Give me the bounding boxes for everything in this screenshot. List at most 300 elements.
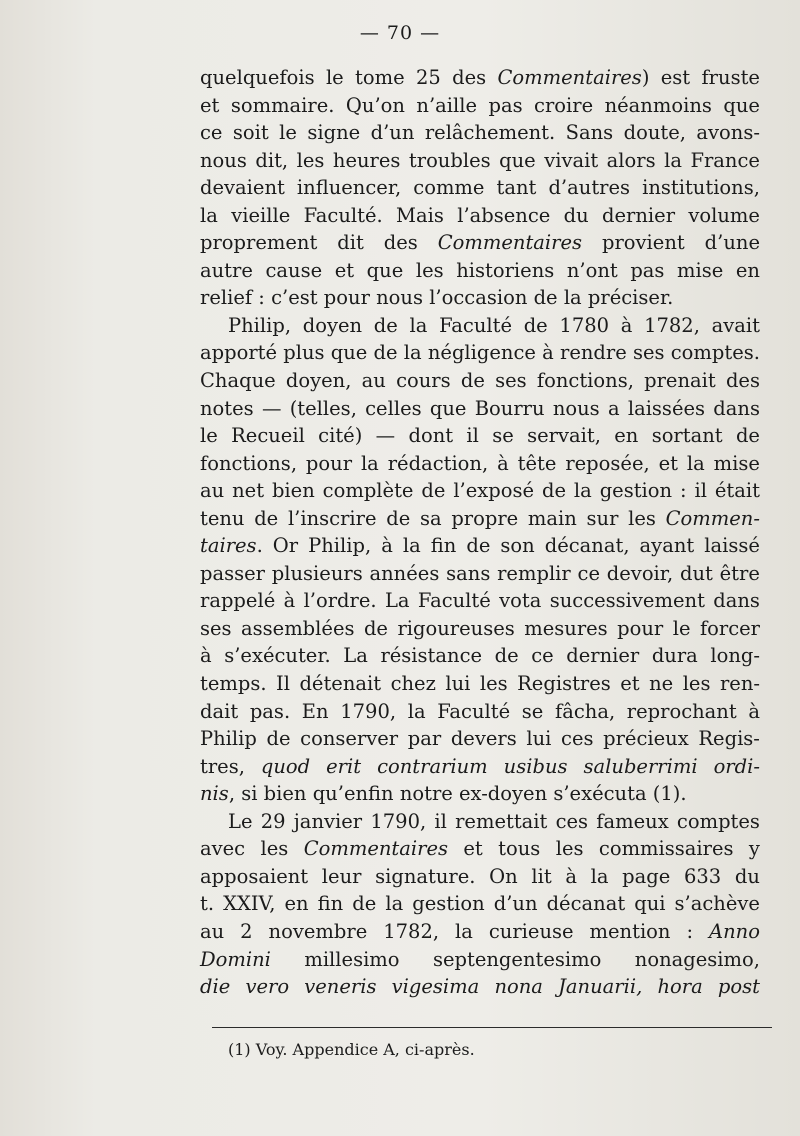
word: vota <box>499 589 542 613</box>
word: des <box>452 66 487 89</box>
word: précieux <box>603 727 689 751</box>
word: la <box>407 699 426 723</box>
word: rendre <box>560 341 627 365</box>
word: en <box>735 258 760 282</box>
word: pas. <box>249 699 291 723</box>
word: Domini <box>200 947 271 971</box>
word: mesures <box>524 616 608 640</box>
word: volume <box>688 203 760 227</box>
word: bien <box>263 782 307 806</box>
word: sans <box>446 561 491 585</box>
word: nonagesimo, <box>634 947 760 971</box>
word: l’occasion <box>429 286 528 310</box>
word: lui <box>445 672 471 696</box>
word: son <box>500 534 535 558</box>
word: de <box>735 424 760 448</box>
word: nous <box>552 396 600 420</box>
word: prenait <box>644 369 716 393</box>
word: la <box>455 919 473 943</box>
word: saluberrimi <box>583 754 698 778</box>
word: Chaque <box>200 369 276 393</box>
word: institutions, <box>642 176 760 200</box>
footnote-rule <box>212 1027 772 1028</box>
word: de <box>466 534 491 558</box>
word: historiens <box>456 258 555 282</box>
word: Faculté <box>439 313 513 337</box>
word: En <box>301 699 329 723</box>
text-line <box>200 890 760 918</box>
word: doyen <box>302 313 363 337</box>
word: de <box>266 727 291 751</box>
text-line <box>200 450 760 478</box>
word: à <box>200 644 212 668</box>
word: l’absence <box>457 203 551 227</box>
word: chez <box>390 672 436 696</box>
text-line <box>200 587 760 615</box>
word: conserver <box>300 727 399 751</box>
word: cause <box>265 258 323 282</box>
word: à <box>283 589 296 613</box>
word: Philip, <box>308 534 372 558</box>
text-line <box>200 725 760 753</box>
word: propre <box>451 506 519 530</box>
text-line <box>200 532 760 560</box>
word: successivement <box>549 589 705 613</box>
word: (1). <box>652 782 687 806</box>
word: par <box>407 727 442 751</box>
word: il <box>466 424 479 448</box>
word: le <box>200 424 218 448</box>
word: Qu’on <box>345 93 405 117</box>
word: de <box>386 506 411 530</box>
word: millesimo <box>304 947 400 971</box>
word: remettait <box>455 809 548 833</box>
word: s’exécuta <box>553 782 647 806</box>
word: lit <box>531 864 552 888</box>
word: servait, <box>527 424 601 448</box>
word: ce <box>531 644 554 668</box>
text-line <box>200 147 760 175</box>
text-line <box>200 312 760 340</box>
word: doyen, <box>285 369 352 393</box>
word: y <box>748 837 760 861</box>
word: être <box>719 561 760 585</box>
word: et <box>463 837 483 861</box>
word: résistance <box>380 644 483 668</box>
word: pour <box>305 451 353 475</box>
word: provient <box>601 231 685 255</box>
word: préciser. <box>587 286 674 310</box>
text-line <box>200 753 760 781</box>
word: Bourru <box>474 396 545 420</box>
word: relief <box>200 286 253 310</box>
word: tenu <box>200 506 245 530</box>
word: apporté <box>200 341 278 365</box>
word: en <box>284 892 309 916</box>
word: — <box>261 396 282 420</box>
word: dont <box>408 424 454 448</box>
word: des <box>725 369 760 393</box>
word: nous <box>200 148 247 172</box>
word: Philip <box>200 727 257 751</box>
text-line <box>200 918 760 946</box>
word: nous <box>376 286 423 310</box>
word: dans <box>713 396 760 420</box>
word: d’un <box>493 892 538 916</box>
word: Il <box>276 672 290 696</box>
word: notes <box>200 396 254 420</box>
word: de <box>363 616 388 640</box>
word: veneris <box>304 975 377 999</box>
text-line <box>200 670 760 698</box>
word: (telles, <box>289 396 357 420</box>
text-line <box>200 339 760 367</box>
word: sommaire. <box>230 93 335 117</box>
word: s’exécuter. <box>224 644 331 668</box>
word: décanat <box>546 892 626 916</box>
word: curieuse <box>488 919 574 943</box>
word: remplir <box>497 561 571 585</box>
word: et <box>620 672 640 696</box>
word: vivait <box>544 148 599 172</box>
word: la <box>686 451 705 475</box>
word: la <box>200 203 218 227</box>
word: d’un <box>370 121 415 145</box>
word: signe <box>307 121 361 145</box>
word: bien <box>271 479 315 503</box>
word: pas <box>488 93 523 117</box>
word: les <box>555 837 584 861</box>
word: Philip, <box>228 313 292 337</box>
word: décanat, <box>544 534 630 558</box>
word: relâchement. <box>424 121 556 145</box>
text-line <box>200 202 760 230</box>
word: mise <box>677 258 724 282</box>
word: comme <box>413 176 485 200</box>
word: tête <box>517 451 557 475</box>
word: long- <box>710 644 760 668</box>
word: n’ont <box>566 258 618 282</box>
word: années <box>369 561 440 585</box>
word: plus <box>283 341 325 365</box>
word: dernier <box>566 644 640 668</box>
word: quelquefois <box>200 66 315 89</box>
word: les <box>682 672 711 696</box>
word: vieille <box>231 203 291 227</box>
word: au <box>361 369 386 393</box>
word: quod <box>260 754 311 778</box>
word: l’exposé <box>453 479 535 503</box>
word: d’autres <box>548 176 631 200</box>
text-line <box>200 973 760 1001</box>
word: Januarii, <box>558 975 643 999</box>
word: Anno <box>709 919 760 943</box>
word: rappelé <box>200 589 276 613</box>
text-line <box>200 367 760 395</box>
word: pas <box>630 258 665 282</box>
word: alors <box>606 148 656 172</box>
text-line <box>200 284 760 312</box>
word: mise <box>713 451 760 475</box>
word: qu’enfin <box>312 782 394 806</box>
word: La <box>343 644 368 668</box>
word: Commentaires) <box>497 66 650 89</box>
word: celles <box>365 396 422 420</box>
word: devers <box>450 727 517 751</box>
word: était <box>714 479 760 503</box>
word: la <box>402 534 421 558</box>
word: n’aille <box>416 93 478 117</box>
word: dans <box>713 589 760 613</box>
word: de <box>494 644 519 668</box>
word: sa <box>419 506 442 530</box>
word: t. <box>200 892 215 916</box>
text-line <box>200 615 760 643</box>
word: taires. <box>200 534 263 558</box>
word: et <box>334 258 355 282</box>
word: cité) <box>318 424 363 448</box>
word: se <box>492 424 514 448</box>
word: la <box>590 864 609 888</box>
word: de <box>373 341 398 365</box>
word: ces <box>561 727 594 751</box>
word: vero <box>245 975 290 999</box>
word: : <box>680 479 687 503</box>
body-text <box>200 64 760 1001</box>
word: heures <box>332 148 401 172</box>
text-line <box>200 92 760 120</box>
word: Commen- <box>665 506 760 530</box>
word: : <box>686 919 694 943</box>
word: Sans <box>565 121 614 145</box>
word: les <box>260 837 289 861</box>
word: hora <box>657 975 703 999</box>
word: les <box>296 148 325 172</box>
word: passer <box>200 561 265 585</box>
word: que <box>330 341 368 365</box>
word: les <box>479 672 508 696</box>
word: La <box>384 589 410 613</box>
word: dernier <box>602 203 676 227</box>
word: fin <box>430 534 457 558</box>
word: net <box>232 479 265 503</box>
word: de <box>421 479 446 503</box>
word: de <box>352 892 377 916</box>
word: dit <box>337 231 364 255</box>
word: commissaires <box>598 837 734 861</box>
word: reprochant <box>626 699 737 723</box>
word: pour <box>617 616 664 640</box>
word: avons- <box>696 121 760 145</box>
word: il <box>434 809 447 833</box>
word: que <box>366 258 404 282</box>
word: On <box>489 864 518 888</box>
word: la <box>573 479 592 503</box>
word: die <box>200 975 231 999</box>
word: comptes. <box>670 341 760 365</box>
word: négligence <box>427 341 536 365</box>
word: la <box>409 313 428 337</box>
word: Mais <box>396 203 444 227</box>
word: le <box>325 66 344 89</box>
word: doute, <box>623 121 686 145</box>
word: rigoureuses <box>397 616 515 640</box>
word: mention <box>589 919 671 943</box>
word: fâcha, <box>555 699 616 723</box>
text-line <box>200 422 760 450</box>
word: la <box>563 286 582 310</box>
word: le <box>279 121 297 145</box>
word: pour <box>323 286 370 310</box>
word: la <box>403 341 422 365</box>
word: se <box>521 699 544 723</box>
word: 2 <box>240 919 253 943</box>
word: complète <box>322 479 414 503</box>
word: fruste <box>701 66 760 89</box>
word: ce <box>200 121 223 145</box>
word: ex-doyen <box>459 782 548 806</box>
word: usibus <box>503 754 568 778</box>
word: ces <box>555 809 589 833</box>
word: notre <box>399 782 453 806</box>
word: du <box>563 203 589 227</box>
word: à <box>748 699 760 723</box>
word: les <box>628 506 656 530</box>
word: à <box>497 451 509 475</box>
word: contrarium <box>377 754 488 778</box>
word: page <box>622 864 671 888</box>
word: a <box>607 396 620 420</box>
word: ne <box>649 672 674 696</box>
word: à <box>542 341 554 365</box>
word: tous <box>498 837 541 861</box>
text-line <box>200 780 760 808</box>
word: qui <box>634 892 666 916</box>
word: plusieurs <box>271 561 363 585</box>
word: erit <box>326 754 362 778</box>
word: 1790, <box>340 699 397 723</box>
word: troubles <box>408 148 491 172</box>
word: s’achève <box>674 892 760 916</box>
word: temps. <box>200 672 267 696</box>
word: gestion <box>412 892 485 916</box>
word: devoir, <box>606 561 674 585</box>
word: que <box>499 148 536 172</box>
word: Commentaires <box>303 837 448 861</box>
word: devaient <box>200 176 285 200</box>
word: France <box>690 148 760 172</box>
text-line <box>200 119 760 147</box>
word: Le <box>228 809 253 833</box>
word: à <box>565 864 577 888</box>
word: Or <box>272 534 299 558</box>
word: de <box>373 313 398 337</box>
word: influencer, <box>296 176 402 200</box>
word: laissé <box>704 534 760 558</box>
word: de <box>254 506 279 530</box>
word: cours <box>396 369 451 393</box>
word: sur <box>586 506 619 530</box>
word: fonctions, <box>200 451 298 475</box>
word: assemblées <box>241 616 355 640</box>
word: Regis- <box>698 727 760 751</box>
text-line <box>200 174 760 202</box>
word: Recueil <box>231 424 305 448</box>
word: leur <box>321 864 362 888</box>
word: l’ordre. <box>303 589 377 613</box>
page-number: — 70 — <box>359 22 441 44</box>
word: dit, <box>255 148 289 172</box>
word: janvier <box>293 809 363 833</box>
word: les <box>415 258 444 282</box>
word: tome <box>355 66 405 89</box>
word: rédaction, <box>387 451 489 475</box>
word: tres, <box>200 754 245 778</box>
word: 25 <box>415 66 441 89</box>
word: que <box>723 93 760 117</box>
word: comptes <box>676 809 760 833</box>
word: la <box>360 451 379 475</box>
word: de <box>460 369 485 393</box>
word: dut <box>679 561 713 585</box>
word: de <box>523 313 548 337</box>
word: 1782, <box>383 919 440 943</box>
word: en <box>614 424 639 448</box>
word: 1780 <box>559 313 610 337</box>
word: ce <box>577 561 600 585</box>
word: ses <box>632 341 665 365</box>
word: — <box>375 424 396 448</box>
word: Faculté. <box>303 203 383 227</box>
word: XXIV, <box>223 892 276 916</box>
word: sortant <box>651 424 723 448</box>
word: et <box>200 93 220 117</box>
word: ren- <box>719 672 760 696</box>
word: la <box>664 148 682 172</box>
word: au <box>200 479 225 503</box>
word: de <box>541 479 566 503</box>
word: lui <box>526 727 552 751</box>
word: main <box>527 506 577 530</box>
word: signature. <box>375 864 476 888</box>
footnote: (1) Voy. Appendice A, ci-après. <box>228 1040 475 1059</box>
word: ses <box>200 616 232 640</box>
word: ayant <box>639 534 695 558</box>
word: fameux <box>596 809 669 833</box>
word: que <box>429 396 467 420</box>
word: Faculté <box>437 699 511 723</box>
word: fin <box>317 892 344 916</box>
text-line <box>200 505 760 533</box>
word: gestion <box>599 479 673 503</box>
word: de <box>533 286 558 310</box>
word: laissées <box>627 396 706 420</box>
text-line <box>200 642 760 670</box>
word: néanmoins <box>604 93 712 117</box>
word: du <box>734 864 760 888</box>
word: et <box>658 451 678 475</box>
text-line <box>200 395 760 423</box>
text-line <box>200 808 760 836</box>
word: nis, <box>200 782 236 806</box>
text-line <box>200 229 760 257</box>
word: est <box>660 66 691 89</box>
word: Faculté <box>417 589 491 613</box>
word: reposée, <box>565 451 650 475</box>
word: autre <box>200 258 253 282</box>
word: proprement <box>200 231 318 255</box>
text-line <box>200 946 760 974</box>
